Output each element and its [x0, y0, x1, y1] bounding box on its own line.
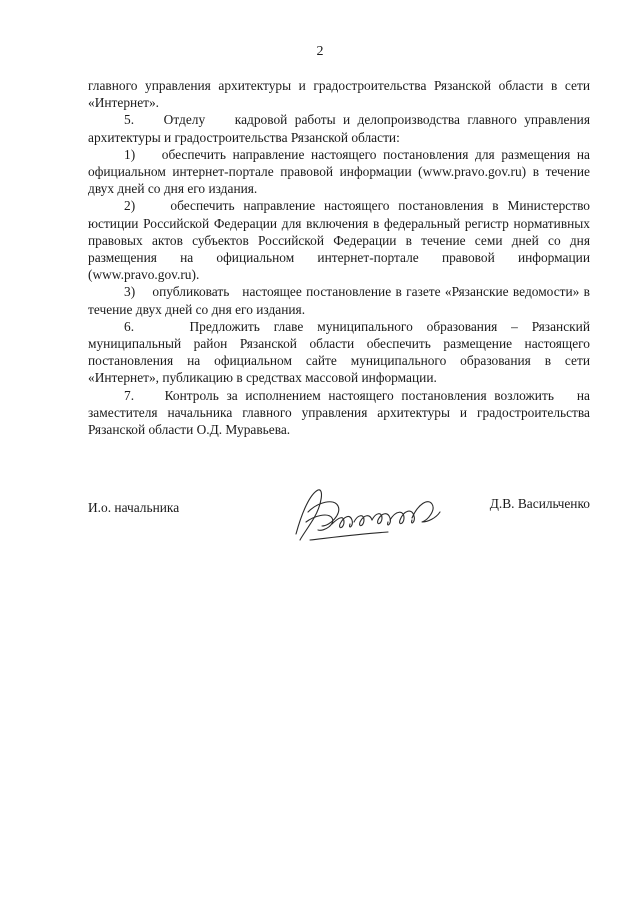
handwritten-signature	[288, 482, 458, 550]
paragraph-item-7: 7. Контроль за исполнением настоящего постановления возложить на заместителя начальника главного управления архитектуры и градостроительства Рязанской области О.Д. Муравьева.	[88, 387, 590, 438]
paragraph-subitem-2: 2) обеспечить направление настоящего постановления в Министерство юстиции Российской Федерации для включения в федеральный регистр нормативных правовых актов субъектов Российской Федерации в течение семи дней со дня размещения на официальном интернет-портале правовой информации (www.pravo.gov.ru).	[88, 198, 590, 283]
paragraph-item-5: 5. Отделу кадровой работы и делопроизводства главного управления архитектуры и градостроительства Рязанской области:	[88, 112, 590, 145]
paragraph-item-6: 6. Предложить главе муниципального образования – Рязанский муниципальный район Рязанской области обеспечить размещение настоящего постановления на официальном сайте муниципального образования в сети «Интернет», публикацию в средствах массовой информации.	[88, 318, 590, 386]
signature-block	[88, 492, 590, 552]
paragraph-subitem-1: 1) обеспечить направление настоящего постановления для размещения на официальном интернет-портале правовой информации (www.pravo.gov.ru) в течение двух дней со дня его издания.	[88, 146, 590, 197]
document-body	[88, 77, 590, 438]
paragraph-continuation: главного управления архитектуры и градостроительства Рязанской области в сети «Интернет».	[88, 78, 590, 111]
page-number: 2	[316, 44, 324, 59]
signatory-position: И.о. начальника	[88, 500, 180, 515]
paragraph-subitem-3: 3) опубликовать настоящее постановление в газете «Рязанские ведомости» в течение двух дней со дня его издания.	[88, 284, 590, 317]
signatory-name: Д.В. Васильченко	[489, 496, 590, 511]
